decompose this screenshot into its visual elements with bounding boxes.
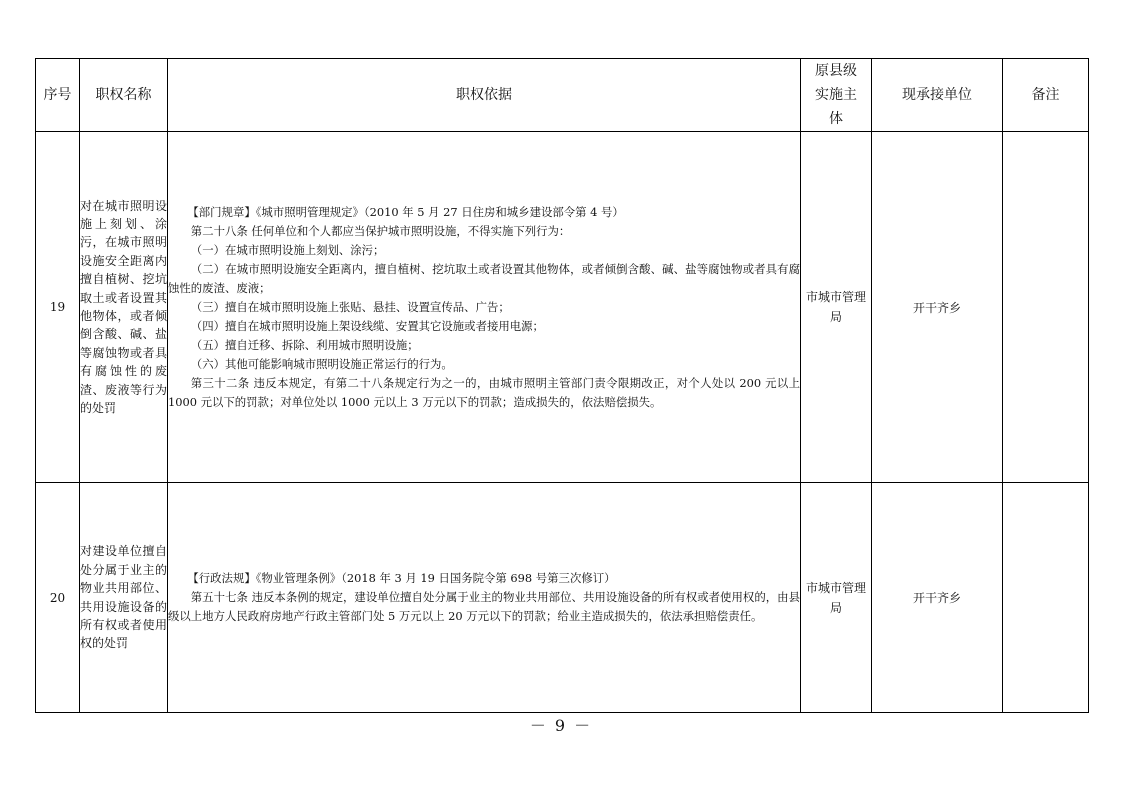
authority-table xyxy=(35,58,1089,713)
header-note: 备注 xyxy=(1003,59,1089,132)
row-subject: 市城市管理局 xyxy=(801,483,872,713)
row-basis xyxy=(168,483,801,713)
basis-line: （三）擅自在城市照明设施上张贴、悬挂、设置宣传品、广告； xyxy=(190,299,510,314)
basis-line: （二）在城市照明设施安全距离内，擅自植树、挖坑取土或者设置其他物体，或者倾倒含酸、碱、盐等腐蚀物或者具有腐蚀性的废渣、废液； xyxy=(168,261,800,295)
basis-line: 第三十二条 违反本规定，有第二十八条规定行为之一的，由城市照明主管部门责令限期改正，对个人处以 200 元以上 1000 元以下的罚款；对单位处以 1000 元以上 3 万元以下的罚款；造成损失的，依法赔偿损失。 xyxy=(168,375,800,409)
header-name: 职权名称 xyxy=(80,59,168,132)
basis-line: 【行政法规】《物业管理条例》（2018 年 3 月 19 日国务院令第 698 号第三次修订） xyxy=(187,571,616,585)
basis-line: （一）在城市照明设施上刻划、涂污； xyxy=(190,242,385,257)
row-seq: 20 xyxy=(36,483,80,713)
row-subject: 市城市管理局 xyxy=(801,132,872,483)
row-basis xyxy=(168,132,801,483)
header-seq: 序号 xyxy=(36,59,80,132)
header-subject xyxy=(801,59,872,132)
row-note xyxy=(1003,132,1089,483)
basis-line: （六）其他可能影响城市照明设施正常运行的行为。 xyxy=(190,356,453,371)
row-note xyxy=(1003,483,1089,713)
basis-line: 第五十七条 违反本条例的规定，建设单位擅自处分属于业主的物业共用部位、共用设施设备的所有权或者使用权的，由县级以上地方人民政府房地产行政主管部门处 5 万元以上 20 万元以下的罚款；给业主造成损失的，依法承担赔偿责任。 xyxy=(168,590,800,623)
table-row xyxy=(36,483,1089,713)
basis-line: （四）擅自在城市照明设施上架设线缆、安置其它设施或者接用电源； xyxy=(190,318,544,333)
table-row xyxy=(36,132,1089,483)
basis-line: 【部门规章】《城市照明管理规定》（2010 年 5 月 27 日住房和城乡建设部令第 4 号） xyxy=(187,204,624,219)
header-subject-text: 原县级实施主体 xyxy=(815,63,857,127)
header-unit: 现承接单位 xyxy=(872,59,1003,132)
basis-line: （五）擅自迁移、拆除、利用城市照明设施； xyxy=(190,337,419,352)
row-authority-name: 对在城市照明设施上刻划、涂污，在城市照明设施安全距离内擅自植树、挖坑取土或者设置其他物体，或者倾倒含酸、碱、盐等腐蚀物或者具有腐蚀性的废渣、废液等行为的处罚 xyxy=(80,132,168,483)
row-unit: 开干齐乡 xyxy=(872,483,1003,713)
table-header-row xyxy=(36,59,1089,132)
header-basis: 职权依据 xyxy=(168,59,801,132)
row-unit: 开干齐乡 xyxy=(872,132,1003,483)
row-seq: 19 xyxy=(36,132,80,483)
row-authority-name: 对建设单位擅自处分属于业主的物业共用部位、共用设施设备的所有权或者使用权的处罚 xyxy=(80,483,168,713)
basis-line: 第二十八条 任何单位和个人都应当保护城市照明设施，不得实施下列行为： xyxy=(190,223,571,238)
page-number: － 9 － xyxy=(529,716,593,735)
